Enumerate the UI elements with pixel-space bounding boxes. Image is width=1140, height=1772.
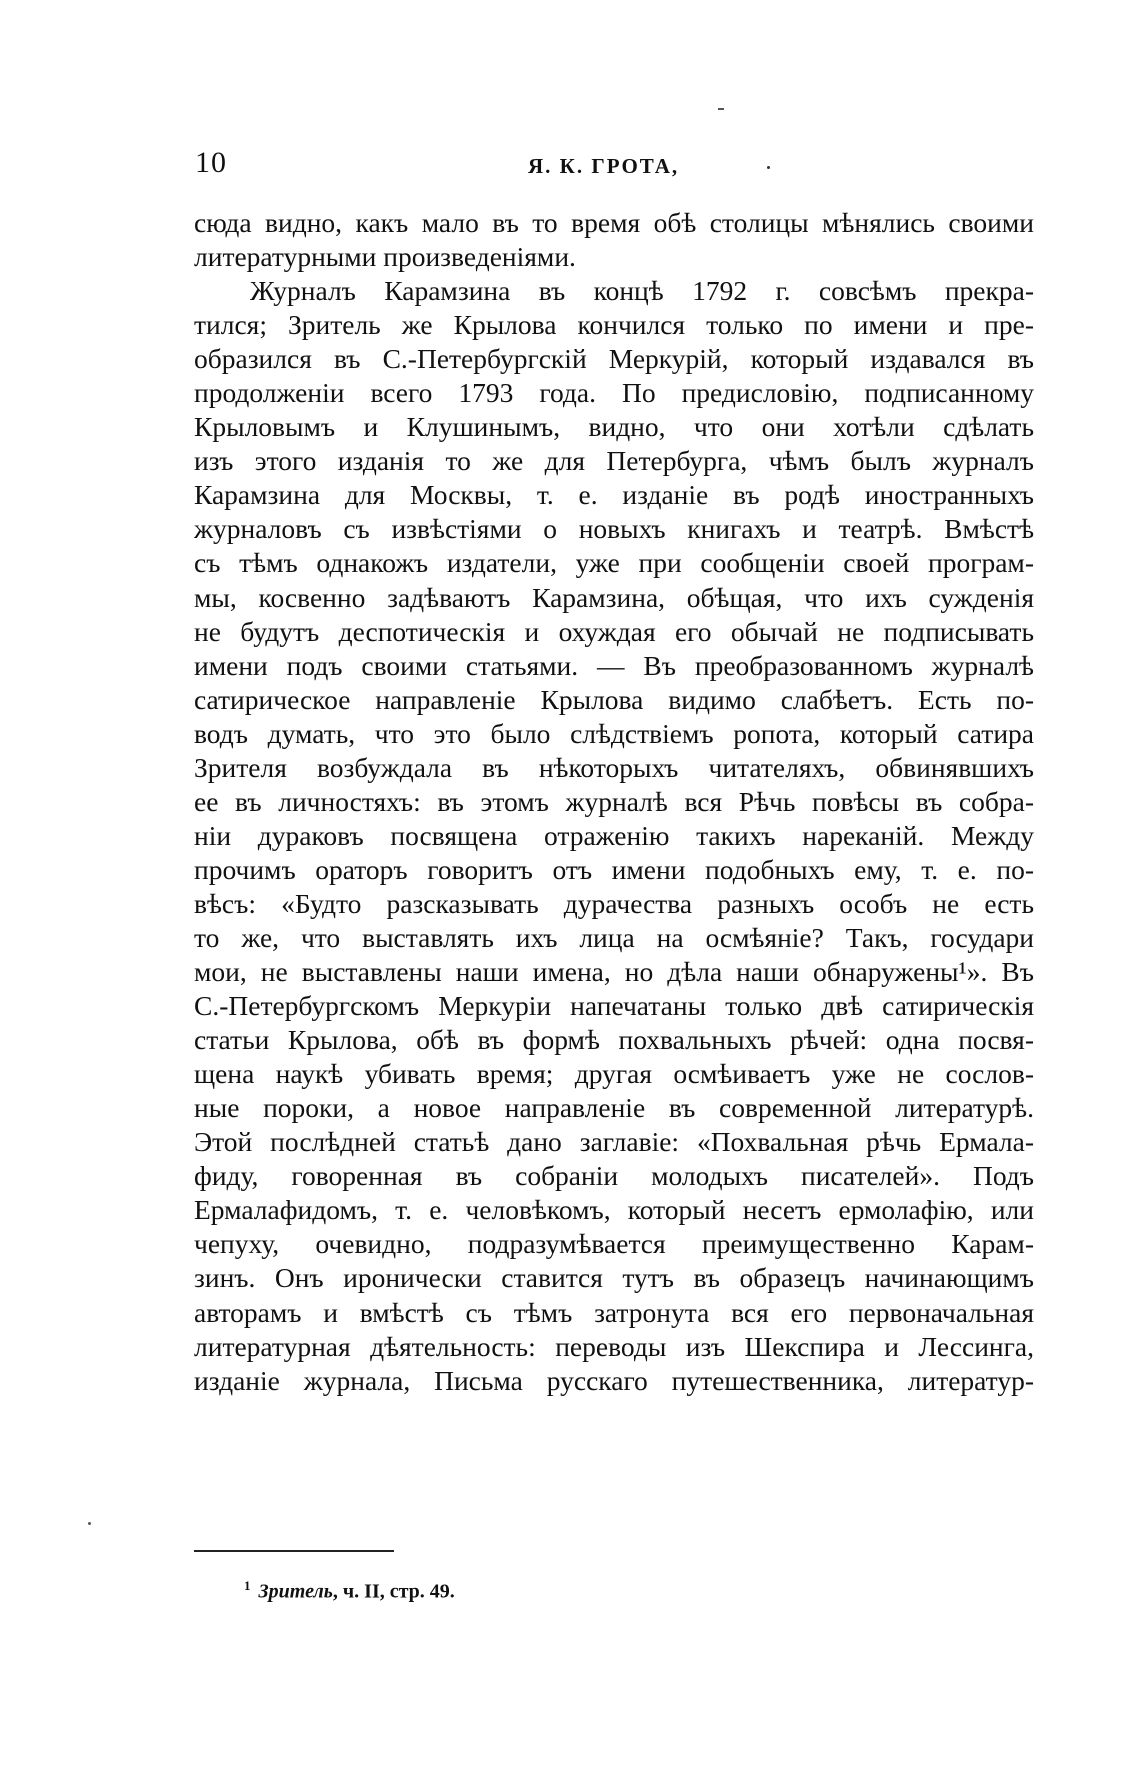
text-line: ее въ личностяхъ: въ этомъ журналѣ вся Рѣчь повѣсы въ собра- (194, 785, 1034, 817)
text-line: авторамъ и вмѣстѣ съ тѣмъ затронута вся его первоначальная (194, 1296, 1034, 1328)
text-line: ные пороки, а новое направленіе въ современной литературѣ. (194, 1092, 1034, 1124)
footnote-source: Зритель (258, 1580, 333, 1603)
text-line: чепуху, очевидно, подразумѣвается преимущественно Карам- (194, 1228, 1034, 1260)
header-dot (767, 166, 770, 169)
text-line: то же, что выставлять ихъ лица на осмѣяніе? Такъ, государи (194, 921, 1034, 953)
text-line: мы, косвенно задѣваютъ Карамзина, обѣщая, что ихъ сужденія (194, 581, 1034, 613)
scan-speck (88, 1522, 91, 1525)
text-line: Зрителя возбуждала въ нѣкоторыхъ читателяхъ, обвинявшихъ (194, 751, 1034, 783)
scan-speck (718, 108, 724, 110)
text-line: фиду, говоренная въ собраніи молодыхъ писателей». Подъ (194, 1160, 1034, 1192)
page-number: 10 (195, 146, 227, 179)
footnote-rule (194, 1550, 394, 1552)
text-line: Крыловымъ и Клушинымъ, видно, что они хотѣли сдѣлать (194, 411, 1034, 443)
running-head (195, 146, 1031, 190)
text-line: Ермалафидомъ, т. е. человѣкомъ, который несетъ ермолафію, или (194, 1194, 1034, 1226)
text-line: Журналъ Карамзина въ концѣ 1792 г. совсѣмъ прекра- (250, 275, 1034, 307)
text-line: водъ думать, что это было слѣдствіемъ ропота, который сатира (194, 717, 1034, 749)
footnote-marker: 1 (244, 1578, 251, 1593)
text-line: статьи Крылова, обѣ въ формѣ похвальныхъ рѣчей: одна посвя- (194, 1024, 1034, 1056)
text-line: Карамзина для Москвы, т. е. изданіе въ родѣ иностранныхъ (194, 479, 1034, 511)
text-line: литературными произведеніями. (194, 241, 576, 273)
body-text (194, 206, 1034, 1398)
text-line: щена наукѣ убивать время; другая осмѣиваетъ уже не сослов- (194, 1058, 1034, 1090)
text-line: не будутъ деспотическія и охуждая его обычай не подписывать (194, 615, 1034, 647)
text-line: С.-Петербургскомъ Меркуріи напечатаны только двѣ сатирическія (194, 990, 1034, 1022)
text-line: продолженіи всего 1793 года. По предисловію, подписанному (194, 377, 1034, 409)
text-line: сатирическое направленіе Крылова видимо слабѣетъ. Есть по- (194, 683, 1034, 715)
text-line: зинъ. Онъ иронически ставится тутъ въ образецъ начинающимъ (194, 1262, 1034, 1294)
text-line: изданіе журнала, Письма русскаго путешественника, литератур- (194, 1364, 1034, 1396)
footnote (244, 1578, 455, 1604)
text-line: образился въ С.-Петербургскій Меркурій, который издавался въ (194, 343, 1034, 375)
text-line: прочимъ ораторъ говоритъ отъ имени подобныхъ ему, т. е. по- (194, 853, 1034, 885)
text-line: съ тѣмъ однакожъ издатели, уже при сообщеніи своей програм- (194, 547, 1034, 579)
text-line: Этой послѣдней статьѣ дано заглавіе: «Похвальная рѣчь Ермала- (194, 1126, 1034, 1158)
text-line: ніи дураковъ посвящена отраженію такихъ нареканій. Между (194, 819, 1034, 851)
text-line: вѣсъ: «Будто разсказывать дурачества разныхъ особъ не есть (194, 887, 1034, 919)
text-line: изъ этого изданія то же для Петербурга, чѣмъ былъ журналъ (194, 445, 1034, 477)
running-title: Я. К. ГРОТА, (528, 154, 680, 178)
text-line: сюда видно, какъ мало въ то время обѣ столицы мѣнялись своими (194, 207, 1034, 238)
footnote-reference: , ч. II, стр. 49. (332, 1580, 455, 1603)
text-line: мои, не выставлены наши имена, но дѣла наши обнаружены¹». Въ (194, 956, 1034, 988)
text-line: имени подъ своими статьями. — Въ преобразованномъ журналѣ (194, 649, 1034, 681)
text-line: тился; Зритель же Крылова кончился только по имени и пре- (194, 309, 1034, 341)
text-line: журналовъ съ извѣстіями о новыхъ книгахъ и театрѣ. Вмѣстѣ (194, 513, 1034, 545)
text-line: литературная дѣятельность: переводы изъ Шекспира и Лессинга, (194, 1330, 1034, 1362)
